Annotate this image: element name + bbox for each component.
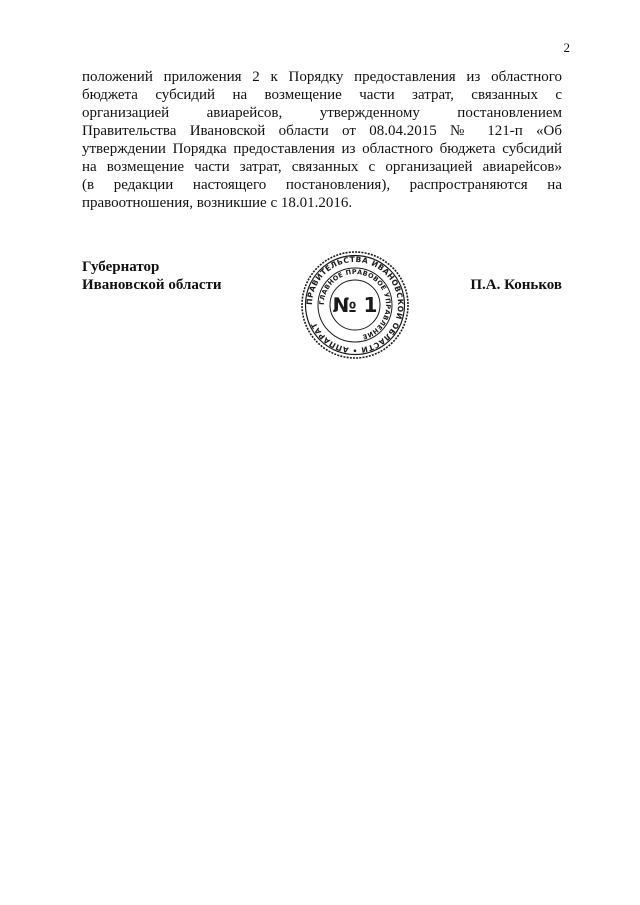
seal-outer-text: ПРАВИТЕЛЬСТВА ИВАНОВСКОЙ ОБЛАСТИ • АППАРАТ [304,254,406,356]
paragraph-line: на возмещение части затрат, связанных с организацией авиарейсов» [82,159,562,175]
official-seal-stamp [300,250,410,360]
paragraph-line: организацией авиарейсов, утвержденному постановлением [82,105,562,121]
seal-inner-text: ГЛАВНОЕ ПРАВОВОЕ УПРАВЛЕНИЕ [317,267,393,342]
paragraph-line: правоотношения, возникшие с 18.01.2016. [82,195,353,211]
paragraph-line: бюджета субсидий на возмещение части затрат, связанных с [82,87,562,103]
seal-number: № 1 [332,293,378,317]
signer-title-line: Губернатор [82,259,160,275]
paragraph-line: утверждении Порядка предоставления из областного бюджета субсидий [82,141,562,157]
paragraph-line: положений приложения 2 к Порядку предоставления из областного [82,69,562,85]
signer-title [82,258,222,294]
paragraph-line: Правительства Ивановской области от 08.04.2015 № 121-п «Об [82,123,562,139]
signer-name: П.А. Коньков [470,277,562,293]
body-paragraph [82,68,562,212]
paragraph-line: (в редакции настоящего постановления), распространяются на [82,177,562,193]
signer-title-line: Ивановской области [82,277,222,293]
signature-block [82,254,562,368]
page-number: 2 [563,40,570,55]
